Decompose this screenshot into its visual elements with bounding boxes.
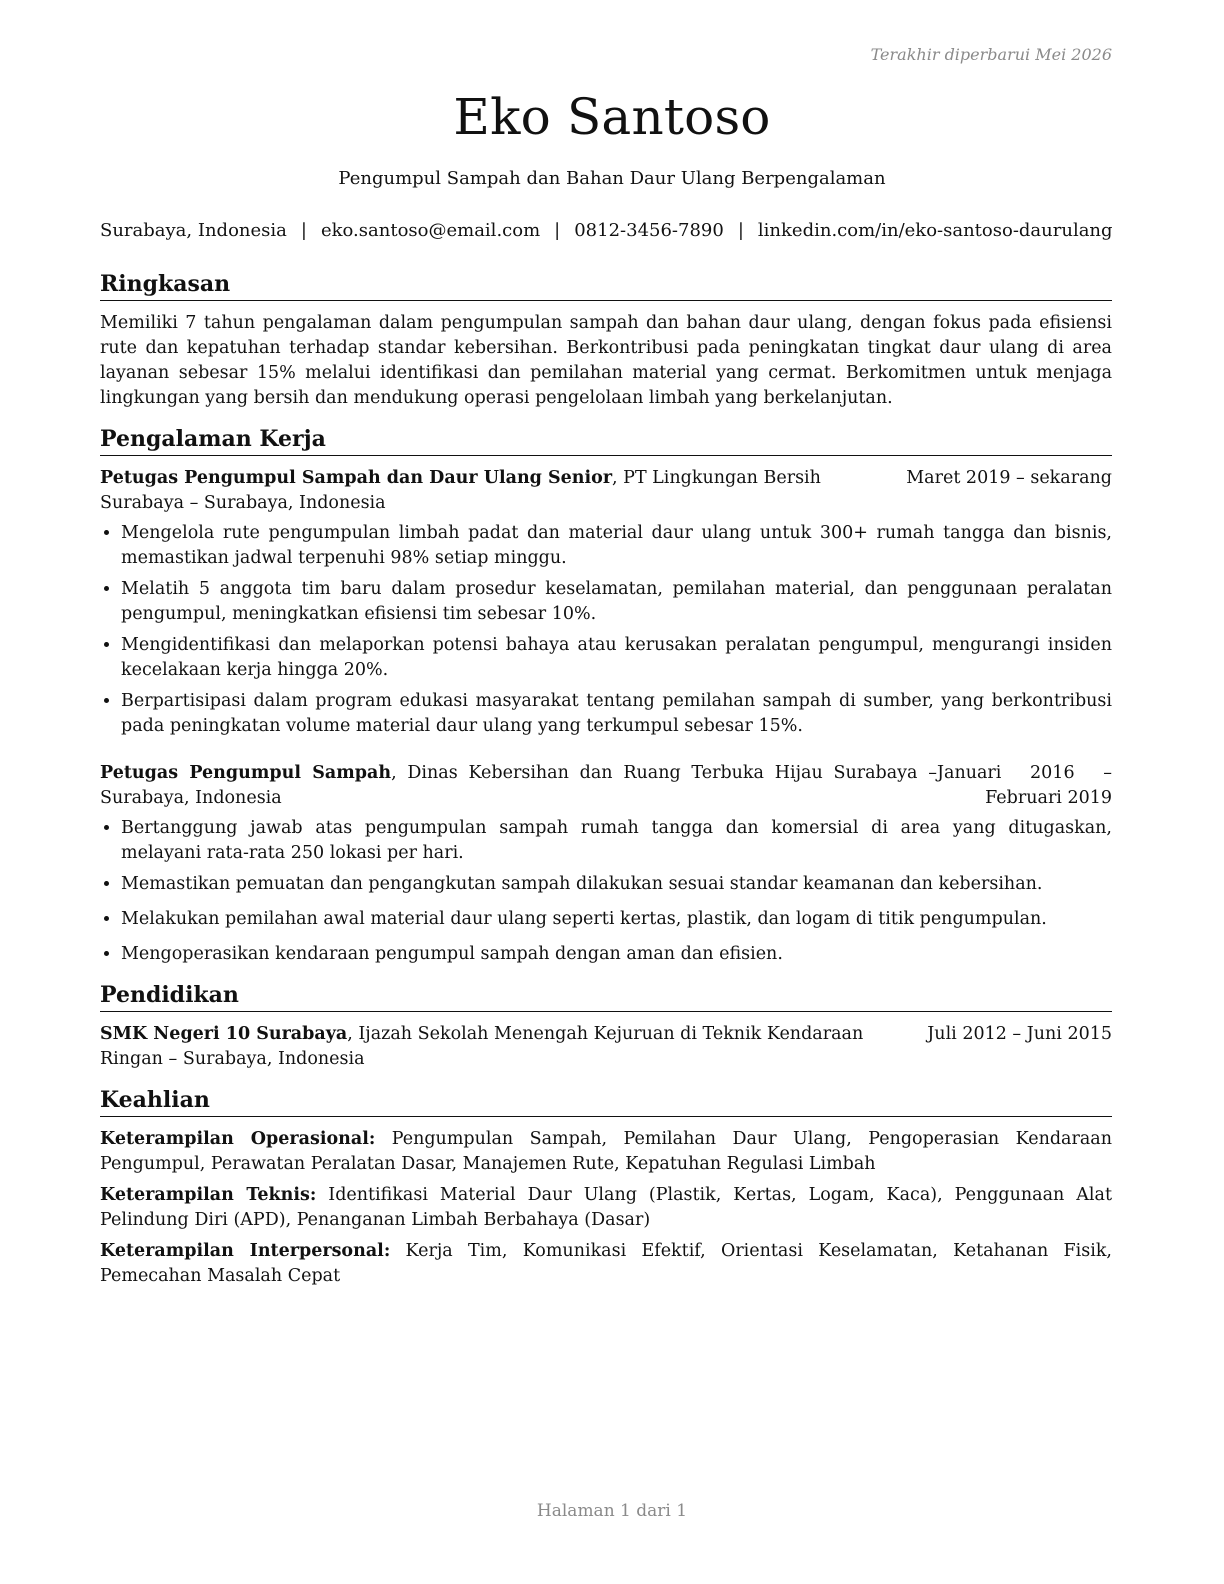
contact-email[interactable]: eko.santoso@email.com bbox=[320, 220, 541, 241]
summary-section bbox=[100, 270, 1112, 411]
job-bullet: • Bertanggung jawab atas pengumpulan sampah rumah tangga dan komersial di area yang ditugaskan, melayani rata-rata 250 lokasi per hari. bbox=[121, 815, 1112, 866]
page-number: Halaman 1 dari 1 bbox=[536, 1501, 688, 1521]
skills-section bbox=[100, 1086, 1112, 1289]
education-entry bbox=[100, 1022, 1112, 1072]
job-bullet: • Mengelola rute pengumpulan limbah padat dan material daur ulang untuk 300+ rumah tangga dan bisnis, memastikan jadwal terpenuhi 98% setiap minggu. bbox=[121, 520, 1112, 571]
education-line bbox=[100, 1022, 927, 1072]
job-employer: , PT Lingkungan Bersih Surabaya – Surabaya, Indonesia bbox=[100, 468, 821, 513]
contact-separator: | bbox=[300, 220, 307, 241]
skill-items: Kerja Tim, Komunikasi Efektif, Orientasi Keselamatan, Ketahanan Fisik, Pemecahan Masalah Cepat bbox=[100, 1241, 1112, 1286]
resume-content bbox=[100, 270, 1112, 1303]
job-dates: Januari 2016 – Februari 2019 bbox=[937, 763, 1112, 808]
section-title-education: Pendidikan bbox=[100, 981, 1112, 1012]
job-dates: Maret 2019 – sekarang bbox=[906, 468, 1112, 488]
skill-items: Pengumpulan Sampah, Pemilahan Daur Ulang, Pengoperasian Kendaraan Pengumpul, Perawatan Peralatan Dasar, Manajemen Rute, Kepatuhan Regulasi Limbah bbox=[100, 1129, 1112, 1174]
job-bullet: • Memastikan pemuatan dan pengangkutan sampah dilakukan sesuai standar keamanan dan kebersihan. bbox=[121, 871, 1112, 897]
job-bullets bbox=[100, 520, 1112, 739]
job-role: Petugas Pengumpul Sampah bbox=[100, 763, 392, 783]
candidate-headline: Pengumpul Sampah dan Bahan Daur Ulang Berpengalaman bbox=[338, 168, 886, 189]
job-title-line bbox=[100, 466, 906, 516]
education-section bbox=[100, 981, 1112, 1072]
job-title-line bbox=[100, 761, 937, 811]
job-bullet: • Mengidentifikasi dan melaporkan potensi bahaya atau kerusakan peralatan pengumpul, mengurangi insiden kecelakaan kerja hingga 20%. bbox=[121, 632, 1112, 683]
candidate-name: Eko Santoso bbox=[453, 88, 771, 146]
contact-line bbox=[100, 220, 1112, 241]
education-detail: , Ijazah Sekolah Menengah Kejuruan di Teknik Kendaraan Ringan – Surabaya, Indonesia bbox=[100, 1024, 864, 1069]
school-name: SMK Negeri 10 Surabaya bbox=[100, 1024, 348, 1044]
skill-items: Identifikasi Material Daur Ulang (Plastik, Kertas, Logam, Kaca), Penggunaan Alat Pelindung Diri (APD), Penanganan Limbah Berbahaya (Dasar) bbox=[100, 1185, 1112, 1230]
last-updated-note: Terakhir diperbarui Mei 2026 bbox=[870, 45, 1112, 64]
job-role: Petugas Pengumpul Sampah dan Daur Ulang Senior bbox=[100, 468, 613, 488]
skill-label: Keterampilan Interpersonal: bbox=[100, 1241, 391, 1261]
contact-location: Surabaya, Indonesia bbox=[100, 220, 287, 241]
section-title-summary: Ringkasan bbox=[100, 270, 1112, 301]
job-bullets bbox=[100, 815, 1112, 967]
contact-separator: | bbox=[737, 220, 744, 241]
skill-group bbox=[100, 1127, 1112, 1177]
skill-label: Keterampilan Teknis: bbox=[100, 1185, 317, 1205]
skill-group bbox=[100, 1183, 1112, 1233]
job-entry bbox=[100, 761, 1112, 967]
job-bullet: • Mengoperasikan kendaraan pengumpul sampah dengan aman dan efisien. bbox=[121, 941, 1112, 967]
contact-separator: | bbox=[554, 220, 561, 241]
section-title-skills: Keahlian bbox=[100, 1086, 1112, 1117]
job-bullet: • Melatih 5 anggota tim baru dalam prosedur keselamatan, pemilahan material, dan penggunaan peralatan pengumpul, meningkatkan efisiensi tim sebesar 10%. bbox=[121, 576, 1112, 627]
contact-phone[interactable]: 0812-3456-7890 bbox=[574, 220, 724, 241]
skill-label: Keterampilan Operasional: bbox=[100, 1129, 376, 1149]
job-header bbox=[100, 466, 1112, 516]
education-dates: Juli 2012 – Juni 2015 bbox=[927, 1024, 1112, 1044]
job-entry bbox=[100, 466, 1112, 739]
job-header bbox=[100, 761, 1112, 811]
job-bullet: • Melakukan pemilahan awal material daur ulang seperti kertas, plastik, dan logam di titik pengumpulan. bbox=[121, 906, 1112, 932]
section-title-experience: Pengalaman Kerja bbox=[100, 425, 1112, 456]
skill-group bbox=[100, 1239, 1112, 1289]
job-employer: , Dinas Kebersihan dan Ruang Terbuka Hijau Surabaya – Surabaya, Indonesia bbox=[100, 763, 937, 808]
experience-section bbox=[100, 425, 1112, 967]
summary-text: Memiliki 7 tahun pengalaman dalam pengumpulan sampah dan bahan daur ulang, dengan fokus pada efisiensi rute dan kepatuhan terhadap standar kebersihan. Berkontribusi pada peningkatan tingkat daur ulang di area layanan sebesar 15% melalui identifikasi dan pemilahan material yang cermat. Berkomitmen untuk menjaga lingkungan yang bersih dan mendukung operasi pengelolaan limbah yang berkelanjutan. bbox=[100, 313, 1112, 408]
contact-linkedin[interactable]: linkedin.com/in/eko-santoso-daurulang bbox=[757, 220, 1113, 241]
job-bullet: • Berpartisipasi dalam program edukasi masyarakat tentang pemilahan sampah di sumber, yang berkontribusi pada peningkatan volume material daur ulang yang terkumpul sebesar 15%. bbox=[121, 688, 1112, 739]
